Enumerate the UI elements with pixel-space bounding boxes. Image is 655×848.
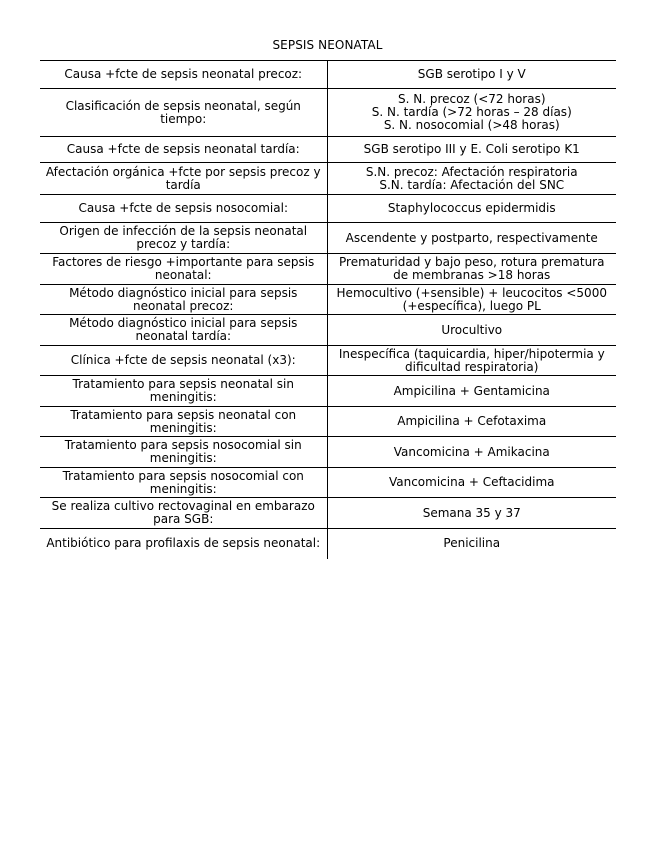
table-row [40,407,616,437]
answer-cell [327,163,616,195]
document-title: SEPSIS NEONATAL [272,38,383,52]
question-text: Afectación orgánica +fcte por sepsis precoz y tardía [45,164,321,192]
answer-cell [327,498,616,529]
table-row [40,437,616,468]
table-row [40,498,616,529]
table-row [40,163,616,195]
table-row [40,89,616,137]
answer-cell [327,89,616,137]
answer-cell [327,137,616,163]
question-text: Clasificación de sepsis neonatal, según tiempo: [65,98,301,126]
answer-cell [327,468,616,498]
question-cell [40,223,327,254]
question-text: Tratamiento para sepsis nosocomial con meningitis: [62,468,304,496]
table-row [40,137,616,163]
question-cell [40,498,327,529]
question-cell [40,137,327,163]
question-text: Factores de riesgo +importante para sepsis neonatal: [52,255,315,282]
question-text: Método diagnóstico inicial para sepsis neonatal precoz: [69,285,298,313]
answer-text: Vancomicina + Amikacina [393,444,550,459]
answer-cell [327,61,616,89]
answer-text: Ampicilina + Cefotaxima [397,414,547,428]
question-text: Causa +fcte de sepsis neonatal precoz: [64,67,303,81]
answer-cell [327,195,616,223]
question-cell [40,315,327,346]
answer-cell [327,529,616,559]
question-cell [40,89,327,137]
table-row [40,529,616,559]
question-text: Causa +fcte de sepsis neonatal tardía: [66,142,300,156]
answer-cell [327,346,616,376]
question-cell [40,468,327,498]
question-cell [40,407,327,437]
answer-text: Ampicilina + Gentamicina [393,383,550,398]
question-cell [40,346,327,376]
question-cell [40,376,327,407]
answer-cell [327,437,616,468]
question-text: Tratamiento para sepsis nosocomial sin meningitis: [64,438,302,465]
answer-text: Inespecífica (taquicardia, hiper/hipotermia y dificultad respiratoria) [338,346,605,374]
question-cell [40,285,327,315]
question-cell [40,195,327,223]
answer-text: Hemocultivo (+sensible) + leucocitos <5000 (+específica), luego PL [336,285,607,313]
table-row [40,376,616,407]
table-row [40,254,616,285]
table-row [40,468,616,498]
answer-cell [327,285,616,315]
sepsis-table [40,60,616,559]
answer-cell [327,407,616,437]
table-row [40,195,616,223]
question-text: Tratamiento para sepsis neonatal con meningitis: [70,407,297,435]
table-row [40,346,616,376]
answer-text: SGB serotipo III y E. Coli serotipo K1 [363,142,580,156]
question-cell [40,437,327,468]
answer-text: Staphylococcus epidermidis [387,201,556,215]
answer-text: SGB serotipo I y V [417,67,526,81]
question-text: Antibiótico para profilaxis de sepsis neonatal: [46,536,321,551]
question-text: Se realiza cultivo rectovaginal en embarazo para SGB: [51,499,315,526]
answer-text: Prematuridad y bajo peso, rotura prematura de membranas >18 horas [339,255,605,282]
question-text: Método diagnóstico inicial para sepsis neonatal tardía: [69,316,298,343]
answer-cell [327,254,616,285]
answer-text: S. N. precoz (<72 horas) S. N. tardía (>72 horas – 28 días) S. N. nosocomial (>48 horas) [371,92,572,132]
table-row [40,61,616,89]
question-text: Origen de infección de la sepsis neonatal precoz y tardía: [59,224,308,251]
answer-text: Penicilina [443,536,501,551]
question-cell [40,163,327,195]
answer-text: Vancomicina + Ceftacidima [388,475,555,489]
answer-cell [327,376,616,407]
question-text: Tratamiento para sepsis neonatal sin meningitis: [72,377,294,404]
question-cell [40,254,327,285]
answer-text: Ascendente y postparto, respectivamente [345,230,598,245]
answer-cell [327,223,616,254]
answer-text: Semana 35 y 37 [422,505,521,520]
table-row [40,315,616,346]
table-row [40,223,616,254]
table-row [40,285,616,315]
question-text: Clínica +fcte de sepsis neonatal (x3): [70,353,296,367]
answer-text: Urocultivo [441,322,503,337]
question-text: Causa +fcte de sepsis nosocomial: [78,201,288,215]
answer-text: S.N. precoz: Afectación respiratoria S.N. tardía: Afectación del SNC [365,164,578,192]
question-cell [40,529,327,559]
answer-cell [327,315,616,346]
question-cell [40,61,327,89]
